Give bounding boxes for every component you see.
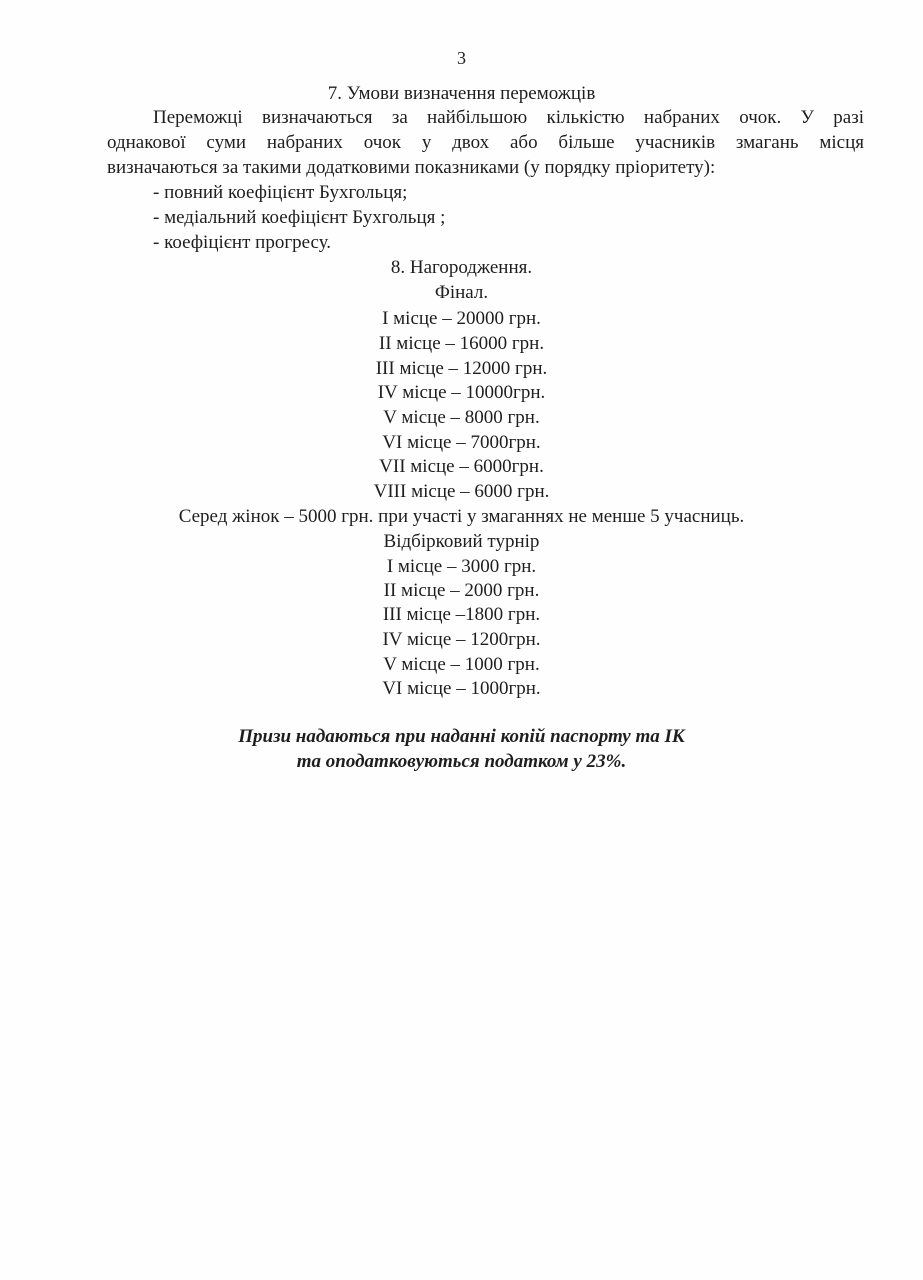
tiebreak-item-3: - коефіцієнт прогресу. [153,232,332,253]
qualifier-prize-3: III місце –1800 грн. [382,604,541,625]
prize-note-line-2: та оподатковуються податком у 23%. [296,751,627,772]
qualifier-prize-1: I місце – 3000 грн. [386,556,537,577]
qualifier-prize-5: V місце – 1000 грн. [383,654,540,675]
section-7-heading: 7. Умови визначення переможців [327,83,596,104]
page-number: 3 [457,48,466,68]
tiebreak-item-1: - повний коефіцієнт Бухгольця; [153,182,408,203]
final-prize-2: II місце – 16000 грн. [378,333,545,354]
tiebreak-item-2: - медіальний коефіцієнт Бухгольця ; [153,207,446,228]
final-prize-7: VII місце – 6000грн. [379,456,544,477]
section-7-paragraph-line-3: визначаються за такими додатковими показниками (у порядку пріоритету): [107,157,716,178]
prize-note-line-1: Призи надаються при наданні копій паспорту та ІК [238,726,685,747]
qualifier-heading: Відбірковий турнір [383,531,540,552]
women-prize: Серед жінок – 5000 грн. при участі у змаганнях не менше 5 учасниць. [178,506,745,527]
final-prize-4: IV місце – 10000грн. [377,382,546,403]
final-heading: Фінал. [434,282,489,303]
qualifier-prize-2: II місце – 2000 грн. [383,580,540,601]
section-7-paragraph-line-1: Переможці визначаються за найбільшою кількістю набраних очок. У разі [153,107,864,128]
final-prize-3: III місце – 12000 грн. [375,358,548,379]
final-prize-8: VIII місце – 6000 грн. [373,481,550,502]
final-prize-5: V місце – 8000 грн. [383,407,540,428]
section-7-paragraph-line-2: однакової суми набраних очок у двох або більше учасників змагань місця [107,132,864,153]
final-prize-6: VI місце – 7000грн. [382,432,541,453]
section-8-heading: 8. Нагородження. [390,257,533,278]
final-prize-1: I місце – 20000 грн. [382,308,541,329]
qualifier-prize-4: IV місце – 1200грн. [382,629,541,650]
qualifier-prize-6: VI місце – 1000грн. [382,678,541,699]
